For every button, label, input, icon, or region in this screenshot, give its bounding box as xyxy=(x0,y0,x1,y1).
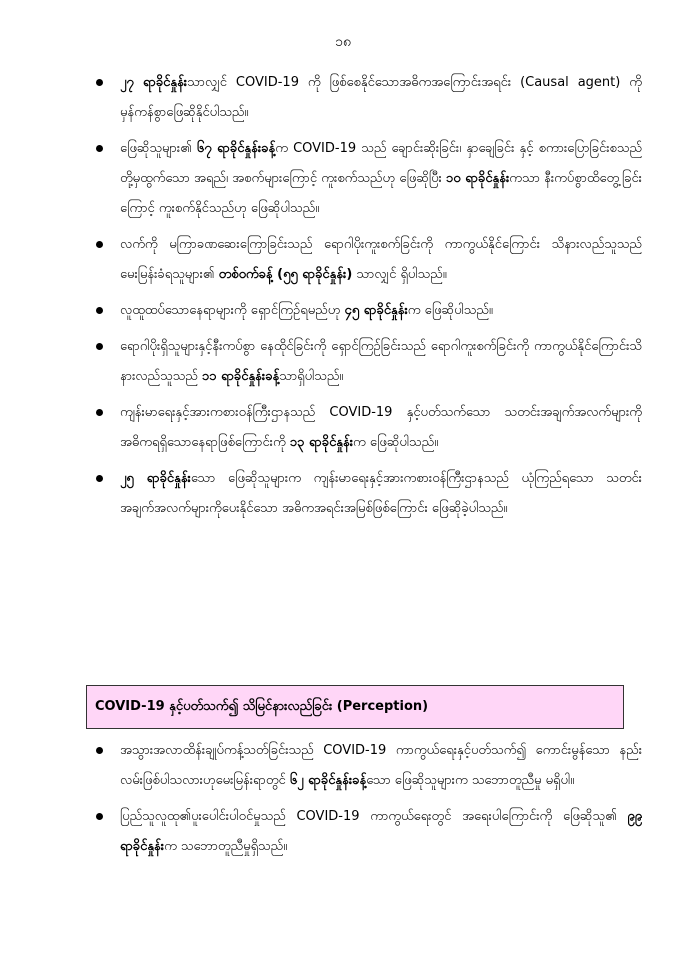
body-text: သော ဖြေဆိုသူများက သဘောတူညီမှု မရှိပါ။ xyxy=(366,773,575,788)
bold-text: ၁၁ ရာခိုင်နှုန်းခန့် xyxy=(201,369,280,384)
body-text: သာလျှင် ရှိပါသည်။ xyxy=(352,267,447,282)
bold-text: ၂၅ ရာခိုင်နှုန်း xyxy=(120,471,191,486)
bullet-item xyxy=(96,296,642,326)
body-text: အသွားအလာထိန်းချုပ်ကန့်သတ်ခြင်းသည် COVID-19 ကာကွယ်ရေးနှင့်ပတ်သက်၍ ကောင်းမွန်သော နည်းလမ်းဖြစ်ပါသလားဟုမေးမြန်းရာတွင် xyxy=(120,743,642,788)
perception-list xyxy=(96,736,642,868)
body-text: က ဖြေဆိုပါသည်။ xyxy=(407,303,493,318)
bullet-item xyxy=(96,736,642,796)
bullet-item xyxy=(96,398,642,458)
section-header-box xyxy=(86,685,624,729)
bullet-item xyxy=(96,332,642,392)
bold-text: ၉၉ ရာခိုင်နှုန်း xyxy=(120,809,642,854)
bullet-dot-icon xyxy=(96,813,103,820)
bullet-dot-icon xyxy=(96,747,103,754)
bold-text: ၁၃ ရာခိုင်နှုန်း xyxy=(289,435,354,450)
body-text: လက်ကို မကြာခဏဆေးကြောခြင်းသည် ရောဂါပိုးကူးစက်ခြင်းကို ကာကွယ်နိုင်ကြောင်း သိနားလည်သူသည် မေးမြန်းခံရသူများ၏ xyxy=(120,237,642,282)
bold-text: ၆၂ ရာခိုင်နှုန်းခန့် xyxy=(289,773,367,788)
bold-text: ၁၀ ရာခိုင်နှုန်း xyxy=(445,171,510,186)
body-text: ဖြေဆိုသူများ၏ xyxy=(120,141,197,156)
bold-text: ၆၇ ရာခိုင်နှုန်းခန့် xyxy=(196,141,276,156)
body-text: က သဘောတူညီမှုရှိသည်။ xyxy=(164,839,288,854)
body-text: ပြည်သူလူထု၏ပူးပေါင်းပါဝင်မှုသည် COVID-19 ကာကွယ်ရေးတွင် အရေးပါကြောင်းကို ဖြေဆိုသူ၏ xyxy=(120,809,628,824)
body-text: က COVID-19 သည် ချောင်းဆိုးခြင်း၊ နှာချေခြင်း နှင့် စကားပြောခြင်းစသည်တို့မှထွက်သော အရည်၊ အစက်များကြောင့် ကူးစက်သည်ဟု ဖြေဆိုပြီး xyxy=(120,141,643,186)
bullet-item xyxy=(96,230,642,290)
bold-text: ၂၇ ရာခိုင်နှုန်း xyxy=(120,75,188,90)
bullet-dot-icon xyxy=(96,475,103,482)
bullet-dot-icon xyxy=(96,79,103,86)
bullet-dot-icon xyxy=(96,343,103,350)
bold-text: တစ်ဝက်ခန့် (၅၅ ရာခိုင်နှုန်း) xyxy=(218,267,353,282)
body-text: ရောဂါပိုးရှိသူများနှင့်နီးကပ်စွာ နေထိုင်ခြင်းကို ရှောင်ကြဉ်ခြင်းသည် ရောဂါကူးစက်ခြင်းကို ကာကွယ်နိုင်ကြောင်းသိနားလည်သူသည် xyxy=(120,339,642,384)
findings-list xyxy=(96,68,642,530)
bullet-dot-icon xyxy=(96,409,103,416)
body-text: ကျန်းမာရေးနှင့်အားကစားဝန်ကြီးဌာနသည် COVID-19 နှင့်ပတ်သက်သော သတင်းအချက်အလက်များကို အဓိကရရှိသောနေရာဖြစ်ကြောင်းကို xyxy=(120,405,642,450)
body-text: သာရှိပါသည်။ xyxy=(279,369,344,384)
bullet-item xyxy=(96,134,642,224)
body-text: ကသာ နီးကပ်စွာထိတွေ့ခြင်းကြောင့် ကူးစက်နိုင်သည်ဟု ဖြေဆိုပါသည်။ xyxy=(120,171,642,216)
body-text: က ဖြေဆိုပါသည်။ xyxy=(353,435,439,450)
body-text: သော ဖြေဆိုသူများက ကျန်းမာရေးနှင့်အားကစားဝန်ကြီးဌာနသည် ယုံကြည်ရသော သတင်းအချက်အလက်များကိုပေးနိုင်သော အဓိကအရင်းအမြစ်ဖြစ်ကြောင်း ဖြေဆိုခဲ့ပါသည်။ xyxy=(120,471,642,516)
bullet-item xyxy=(96,68,642,128)
bold-text: ၄၅ ရာခိုင်နှုန်း xyxy=(344,303,408,318)
bullet-item xyxy=(96,464,642,524)
bullet-dot-icon xyxy=(96,307,103,314)
bullet-dot-icon xyxy=(96,145,103,152)
body-text: သာလျှင် COVID-19 ကို ဖြစ်စေနိုင်သောအဓိကအကြောင်းအရင်း (Causal agent) ကို မှန်ကန်စွာဖြေဆိုနိုင်ပါသည်။ xyxy=(120,75,642,120)
bullet-item xyxy=(96,802,642,862)
bullet-dot-icon xyxy=(96,241,103,248)
page-number: ၁၈ xyxy=(335,34,351,50)
section-title: COVID-19 နှင့်ပတ်သက်၍ သိမြင်နားလည်ခြင်း (Perception) xyxy=(95,698,429,714)
body-text: လူထူထပ်သောနေရာများကို ရှောင်ကြဉ်ရမည်ဟု xyxy=(120,303,345,318)
